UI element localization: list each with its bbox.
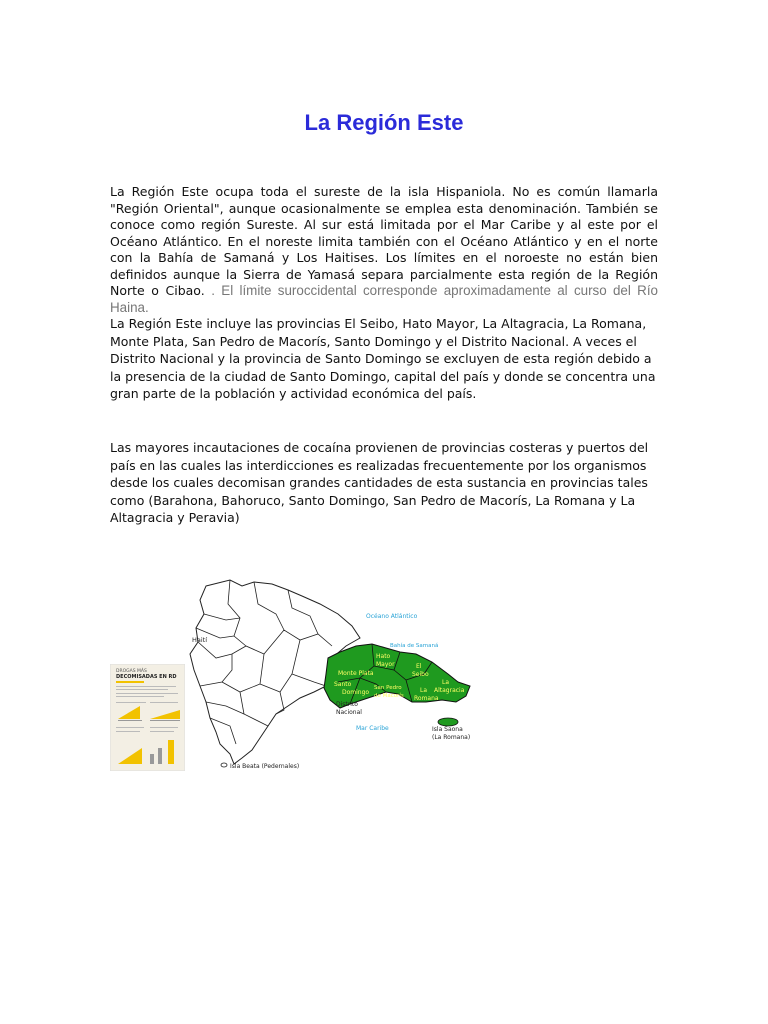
- paragraph-cocaine-seizures: Las mayores incautaciones de cocaína provienen de provincias costeras y puertos del país en las cuales las interdicciones es realizadas frecuentemente por los organismos desde los cuales decomisan grandes cantidades de esta sustancia en provincias tales como (Barahona, Bahoruco, Santo Domingo, San Pedro de Macorís, La Romana y La Altagracia y Peravia): [110, 440, 649, 525]
- map-isla-beata: [221, 763, 227, 767]
- map-label-altagracia-1: La: [442, 679, 450, 686]
- map-label-hato-2: Mayor: [376, 661, 395, 668]
- map-label-santo-2: Domingo: [342, 689, 370, 696]
- map-label-saona-1: Isla Saona: [432, 726, 463, 733]
- map-label-spm-1: San Pedro: [374, 685, 402, 691]
- map-label-oceano: Océano Atlántico: [366, 613, 418, 620]
- map-label-saona-2: (La Romana): [432, 734, 471, 741]
- map-label-spm-2: de Macorís: [374, 693, 404, 699]
- map-label-altagracia-2: Altagracia: [434, 687, 465, 694]
- page-title: La Región Este: [304, 110, 464, 135]
- infographic-line1: DROGAS MÁS: [116, 669, 147, 674]
- map-label-el-seibo-2: Seibo: [412, 671, 429, 678]
- drug-seizures-infographic: [110, 664, 185, 771]
- map-label-monte-plata: Monte Plata: [338, 670, 374, 677]
- paragraph-main-text: La Región Este ocupa toda el sureste de la isla Hispaniola. No es común llamarla "Región Oriental", aunque ocasionalmente se emplea esta denominación. También se conoce como región Sureste. Al sur está limitada por el Mar Caribe y al este por el Océano Atlántico. En el noreste limita también con el Océano Atlántico y en el norte con la Bahía de Samaná y Los Haitises. Los límites en el noroeste no están bien definidos aunque la Sierra de Yamasá separa parcialmente esta región de la Región Norte o Cibao.: [110, 184, 658, 298]
- map-label-la-romana-1: La: [420, 687, 428, 694]
- map-label-mar: Mar Caribe: [356, 725, 389, 732]
- paragraph-note-text: . El límite suroccidental corresponde aproximadamente al curso del Río Haina.: [110, 283, 658, 315]
- dominican-republic-map: [180, 574, 474, 770]
- paragraph-region-description: [110, 184, 658, 316]
- map-label-el-seibo-1: El: [416, 663, 422, 670]
- map-label-santo-1: Santo: [334, 681, 352, 688]
- map-label-bahia: Bahía de Samaná: [390, 643, 439, 649]
- infographic-line2: DECOMISADAS EN RD: [116, 674, 177, 680]
- map-label-la-romana-2: Romana: [414, 695, 439, 702]
- map-label-hato-1: Hato: [376, 653, 391, 660]
- map-label-dn-2: Nacional: [336, 709, 362, 716]
- map-label-haiti: Haití: [192, 636, 208, 644]
- map-label-dn-1: Distrito: [336, 701, 358, 708]
- paragraph-provinces: La Región Este incluye las provincias El Seibo, Hato Mayor, La Altagracia, La Romana, Monte Plata, San Pedro de Macorís, Santo Domingo y el Distrito Nacional. A veces el Distrito Nacional y la provincia de Santo Domingo se excluyen de esta región debido a la presencia de la ciudad de Santo Domingo, capital del país y donde se concentra una gran parte de la población y actividad económica del país.: [110, 316, 656, 401]
- map-isla-saona: [438, 718, 458, 726]
- infographic-accent-bar: [116, 681, 144, 683]
- map-label-beata: Isla Beata (Pedernales): [230, 763, 300, 770]
